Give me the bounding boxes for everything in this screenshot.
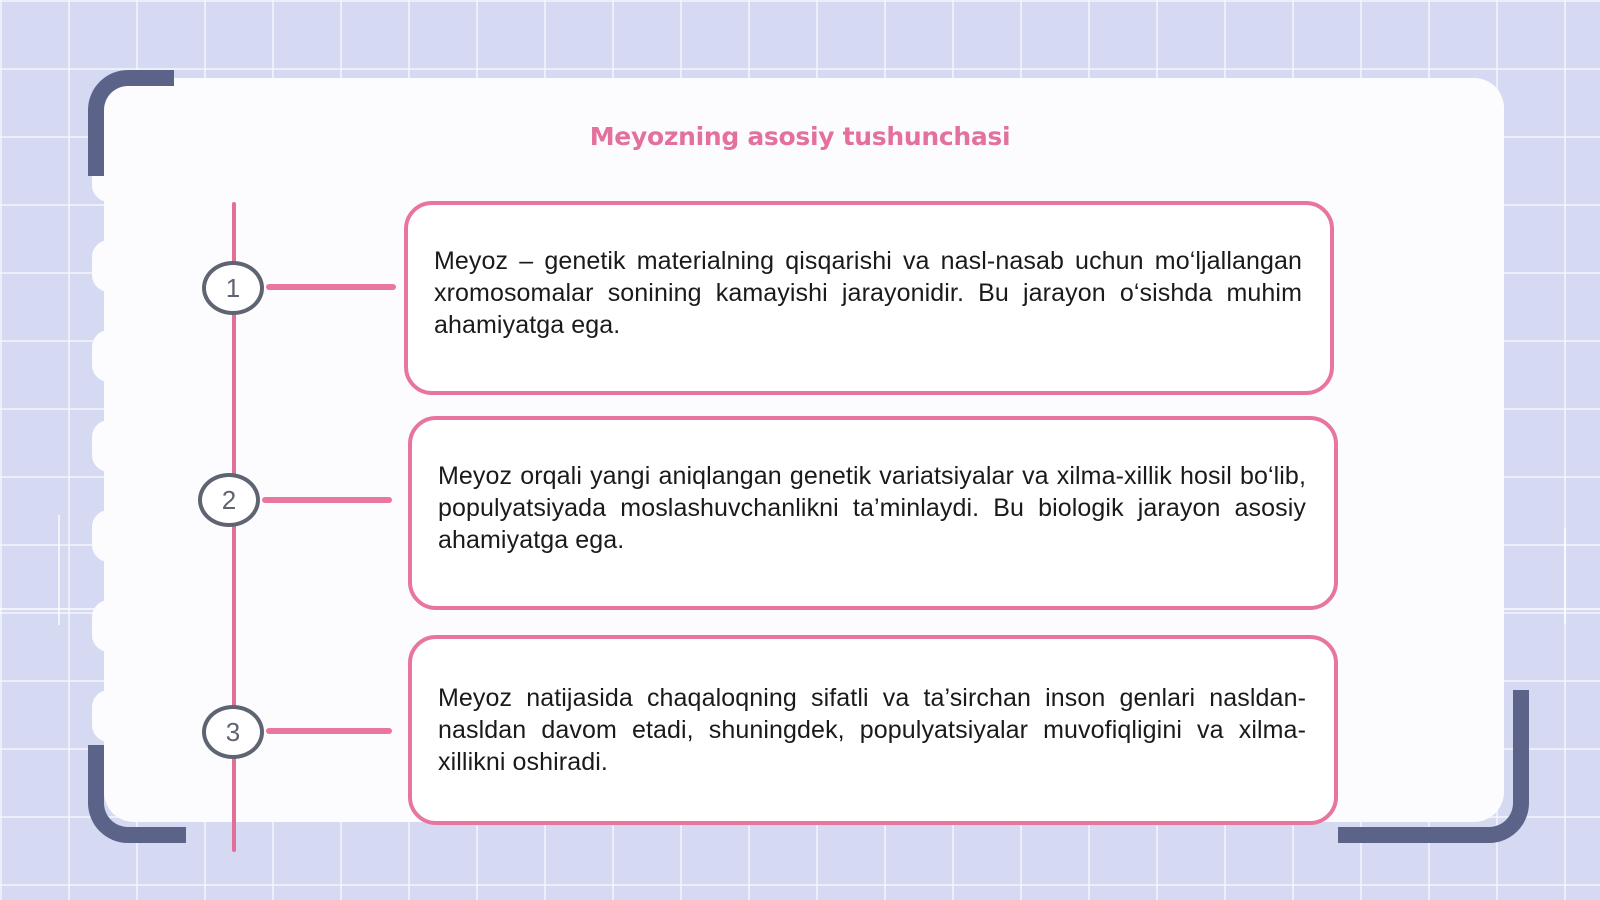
step-number-badge-3: 3: [202, 705, 264, 759]
content-text-1: Meyoz – genetik materialning qisqarishi va nasl-nasab uchun mo‘ljallangan xromosomalar sonining kamayishi jarayonidir. Bu jarayon o‘sishda muhim ahamiyatga ega.: [434, 247, 1302, 339]
timeline-connector-3: [266, 728, 392, 734]
grid-tick-left-horizontal: [0, 608, 96, 610]
scallop-edge: [92, 510, 126, 562]
scallop-edge: [92, 690, 126, 742]
page-title: Meyozning asosiy tushunchasi: [589, 122, 1011, 151]
corner-bracket-bottom-left: [88, 745, 186, 843]
step-number-badge-2: 2: [198, 473, 260, 527]
grid-tick-right-horizontal: [1504, 608, 1600, 610]
content-text-2: Meyoz orqali yangi aniqlangan genetik variatsiyalar va xilma-xillik hosil bo‘lib, populyatsiyada moslashuvchanlikni ta’minlaydi. Bu biologik jarayon asosiy ahamiyatga ega.: [438, 462, 1306, 554]
content-box-3: [408, 635, 1338, 825]
scallop-edge: [92, 330, 126, 382]
scallop-edge: [92, 600, 126, 652]
content-text-3: Meyoz natijasida chaqaloqning sifatli va ta’sirchan inson genlari nasldan-nasldan davom etadi, shuningdek, populyatsiyalar muvofiqligini va xilma-xillikni oshiradi.: [438, 684, 1306, 776]
corner-bracket-bottom-right: [1338, 690, 1529, 843]
step-number-badge-1: 1: [202, 261, 264, 315]
timeline-connector-2: [262, 497, 392, 503]
scallop-edge: [92, 420, 126, 472]
content-box-2: [408, 416, 1338, 610]
scallop-edge: [92, 240, 126, 292]
content-box-1: [404, 201, 1334, 395]
timeline-connector-1: [266, 284, 396, 290]
